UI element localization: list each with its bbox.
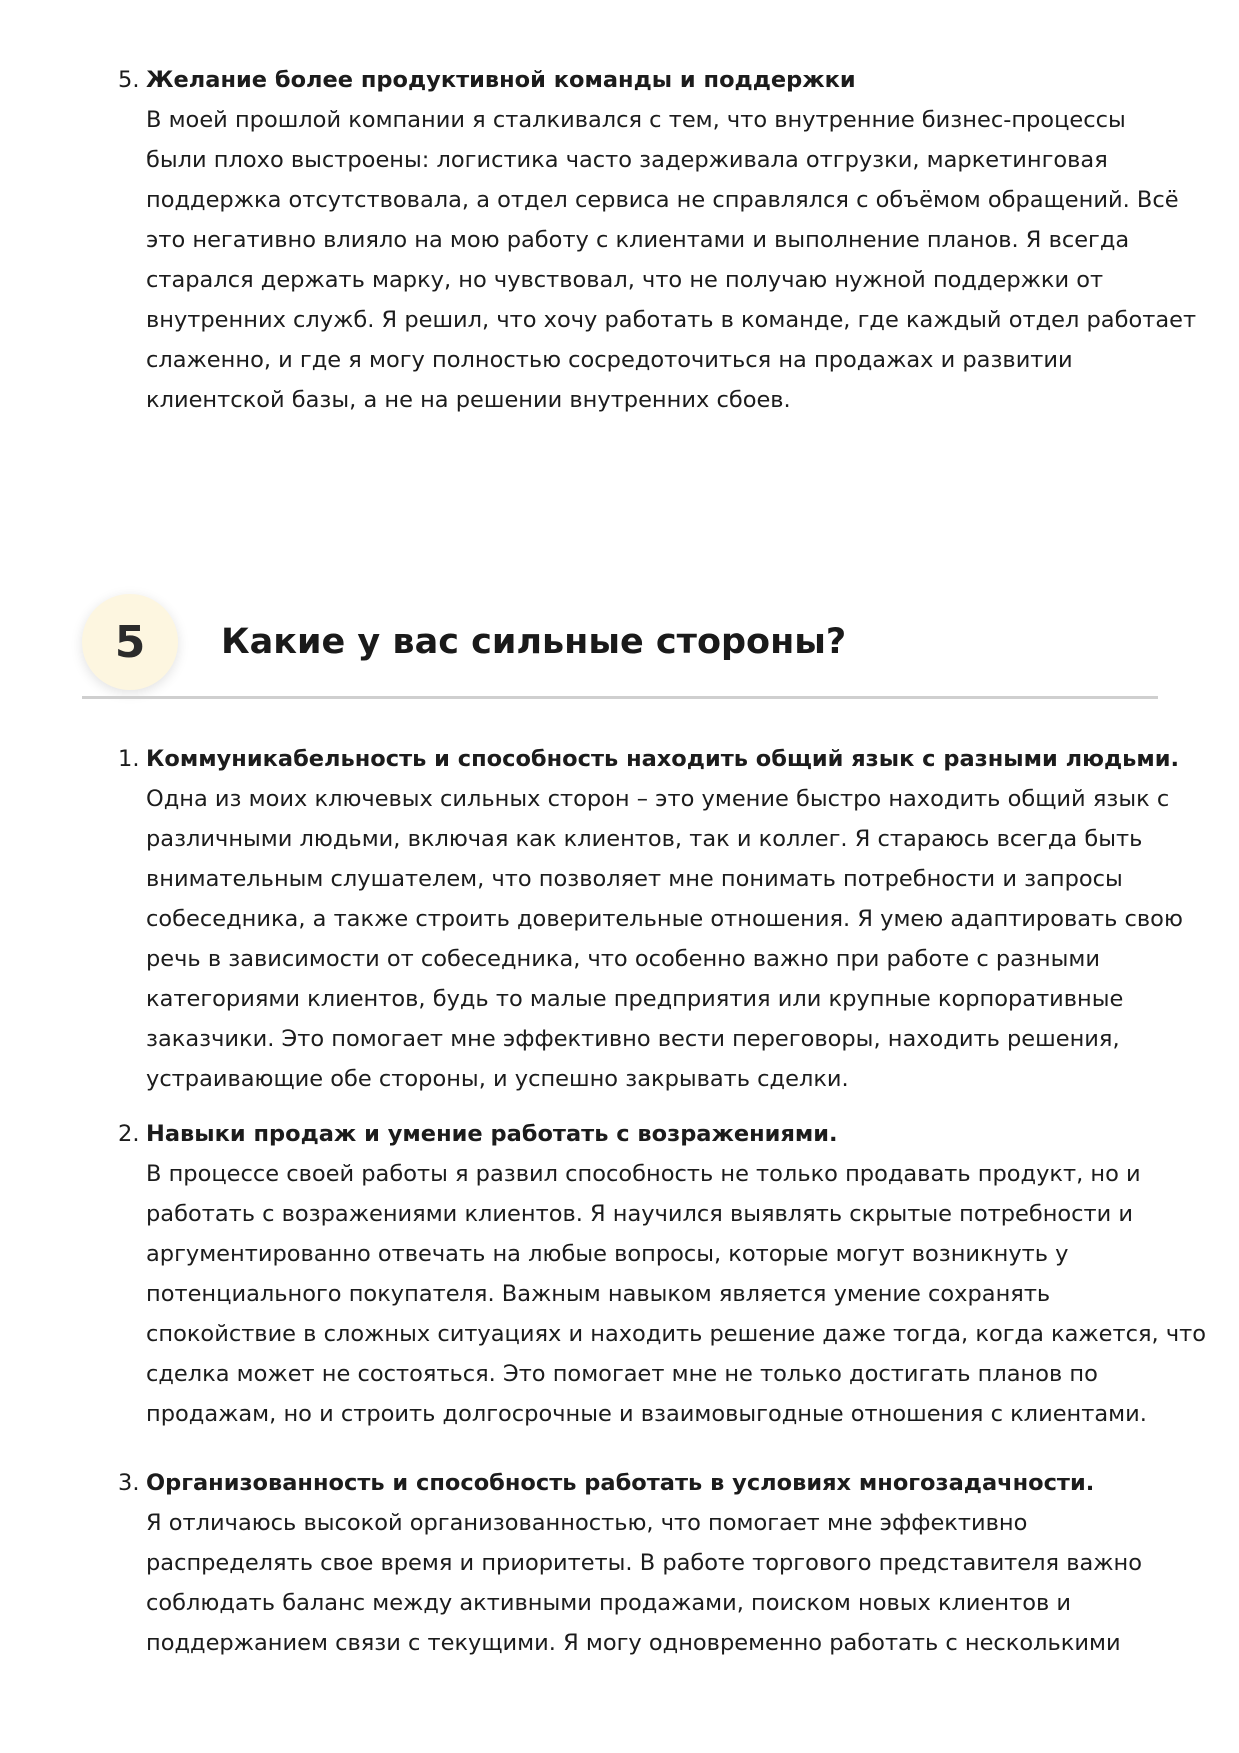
body-line: были плохо выстроены: логистика часто задерживала отгрузки, маркетинговая: [146, 147, 1108, 173]
body-line: работать с возражениями клиентов. Я научился выявлять скрытые потребности и: [146, 1201, 1134, 1227]
body-line: старался держать марку, но чувствовал, что не получаю нужной поддержки от: [146, 267, 1104, 293]
body-line: внутренних служб. Я решил, что хочу работать в команде, где каждый отдел работает: [146, 307, 1197, 333]
body-line: это негативно влияло на мою работу с клиентами и выполнение планов. Я всегда: [146, 227, 1130, 253]
body-line: различными людьми, включая как клиентов, так и коллег. Я стараюсь всегда быть: [146, 826, 1143, 852]
body-line: соблюдать баланс между активными продажами, поиском новых клиентов и: [146, 1590, 1072, 1616]
list-item-number: 5.: [118, 67, 140, 93]
list-item-title: Организованность и способность работать в условиях многозадачности.: [146, 1470, 1095, 1496]
body-line: распределять свое время и приоритеты. В работе торгового представителя важно: [146, 1550, 1142, 1576]
body-line: сделка может не состояться. Это помогает мне не только достигать планов по: [146, 1361, 1098, 1387]
body-line: устраивающие обе стороны, и успешно закрывать сделки.: [146, 1066, 849, 1092]
body-line: категориями клиентов, будь то малые предприятия или крупные корпоративные: [146, 986, 1124, 1012]
section-title: Какие у вас сильные стороны?: [221, 622, 847, 662]
list-item-title: Навыки продаж и умение работать с возражениями.: [146, 1121, 838, 1147]
body-line: слаженно, и где я могу полностью сосредоточиться на продажах и развитии: [146, 347, 1073, 373]
section-header: [82, 590, 1160, 704]
list-item-body: [146, 100, 1197, 420]
section-number-badge: 5: [82, 594, 178, 690]
body-line: В моей прошлой компании я сталкивался с тем, что внутренние бизнес-процессы: [146, 107, 1126, 133]
list-item-number: 3.: [118, 1470, 140, 1496]
body-line: речь в зависимости от собеседника, что особенно важно при работе с разными: [146, 946, 1100, 972]
body-line: аргументированно отвечать на любые вопросы, которые могут возникнуть у: [146, 1241, 1069, 1267]
list-item-communication: [118, 739, 1183, 1099]
body-line: внимательным слушателем, что позволяет мне понимать потребности и запросы: [146, 866, 1123, 892]
body-line: спокойствие в сложных ситуациях и находить решение даже тогда, когда кажется, что: [146, 1321, 1207, 1347]
body-line: собеседника, а также строить доверительные отношения. Я умею адаптировать свою: [146, 906, 1183, 932]
body-line: продажам, но и строить долгосрочные и взаимовыгодные отношения с клиентами.: [146, 1401, 1147, 1427]
list-item-number: 2.: [118, 1121, 140, 1147]
list-item-wish-productive-team: [118, 60, 1197, 420]
body-line: потенциального покупателя. Важным навыком является умение сохранять: [146, 1281, 1051, 1307]
section-divider: [82, 696, 1158, 699]
body-line: заказчики. Это помогает мне эффективно вести переговоры, находить решения,: [146, 1026, 1120, 1052]
list-item-body: [146, 1154, 1207, 1434]
list-item-title: Коммуникабельность и способность находить общий язык с разными людьми.: [146, 746, 1180, 772]
list-item-number: 1.: [118, 746, 140, 772]
body-line: поддержанием связи с текущими. Я могу одновременно работать с несколькими: [146, 1630, 1121, 1656]
list-item-organization: [118, 1463, 1158, 1663]
body-line: поддержка отсутствовала, а отдел сервиса не справлялся с объёмом обращений. Всё: [146, 187, 1179, 213]
list-item-body: [146, 779, 1183, 1099]
body-line: Одна из моих ключевых сильных сторон – это умение быстро находить общий язык с: [146, 786, 1170, 812]
list-item-sales-skills: [118, 1114, 1207, 1434]
body-line: В процессе своей работы я развил способность не только продавать продукт, но и: [146, 1161, 1141, 1187]
list-item-title: Желание более продуктивной команды и поддержки: [146, 67, 856, 93]
list-item-body: [146, 1503, 1158, 1663]
body-line: Я отличаюсь высокой организованностью, что помогает мне эффективно: [146, 1510, 1028, 1536]
body-line: клиентской базы, а не на решении внутренних сбоев.: [146, 387, 791, 413]
